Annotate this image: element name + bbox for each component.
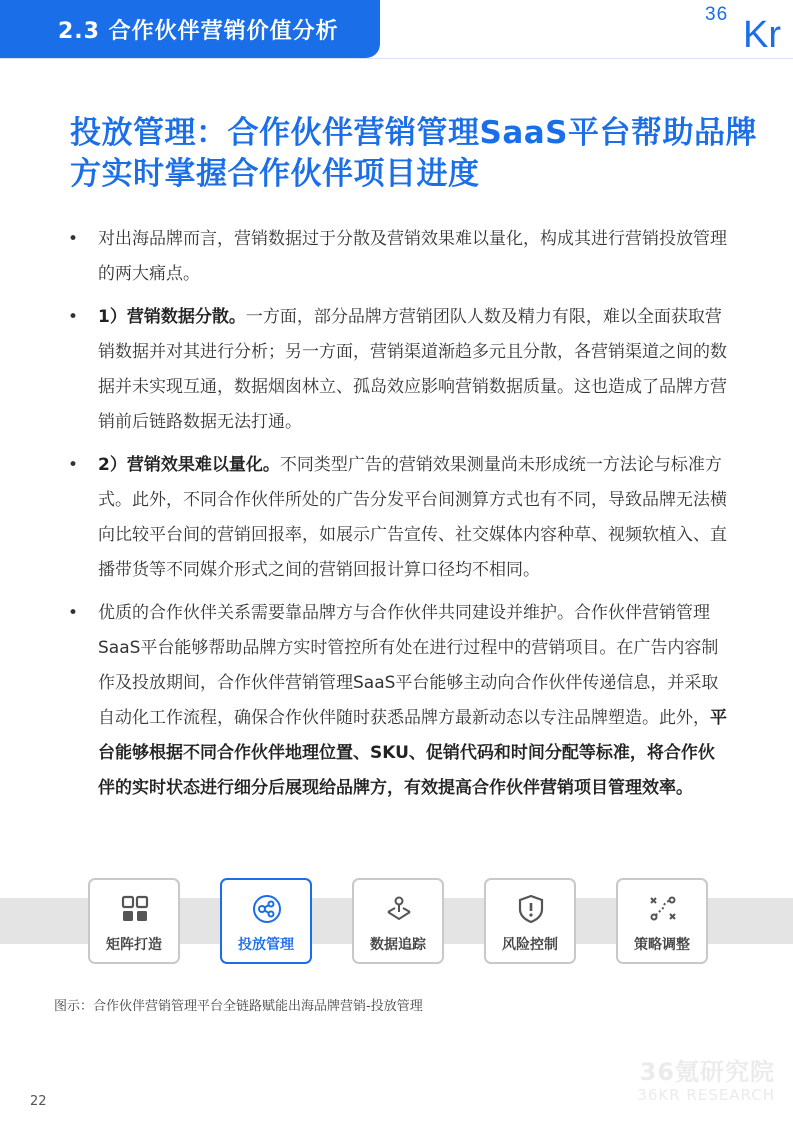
strategy-path-icon bbox=[648, 894, 678, 924]
bullet-text: 优质的合作伙伴关系需要靠品牌方与合作伙伴共同建设并维护。合作伙伴营销管理SaaS平台能够帮助品牌方实时管控所有处在进行过程中的营销项目。在广告内容制作及投放期间，合作伙伴营销管理SaaS平台能够主动向合作伙伴传递信息，并采取自动化工作流程，确保合作伙伴随时获悉品牌方最新动态以专注品牌塑造。此外， bbox=[98, 603, 719, 728]
bullet-item bbox=[66, 222, 731, 292]
shield-alert-icon bbox=[516, 894, 546, 924]
bullet-dot-icon: • bbox=[67, 229, 79, 249]
step-card-risk bbox=[484, 878, 576, 964]
bullet-bold-tail: 平台能够根据不同合作伙伴地理位置、SKU、促销代码和时间分配等标准，将合作伙伴的实时状态进行细分后展现给品牌方，有效提高合作伙伴营销项目管理效率。 bbox=[98, 708, 727, 798]
bullet-item bbox=[66, 596, 731, 806]
header-divider bbox=[0, 58, 793, 59]
step-card-matrix bbox=[88, 878, 180, 964]
watermark bbox=[637, 1058, 775, 1104]
step-card-delivery bbox=[220, 878, 312, 964]
watermark-en: 36KR RESEARCH bbox=[637, 1086, 775, 1104]
bullet-dot-icon: • bbox=[67, 455, 79, 475]
step-card-tracking bbox=[352, 878, 444, 964]
section-header-tab bbox=[0, 0, 380, 58]
bullet-text: 不同类型广告的营销效果测量尚未形成统一方法论与标准方式。此外，不同合作伙伴所处的广告分发平台间测算方式也有不同，导致品牌无法横向比较平台间的营销回报率，如展示广告宣传、社交媒体内容种草、视频软植入、直播带货等不同媒介形式之间的营销回报计算口径均不相同。 bbox=[98, 455, 727, 580]
bullet-dot-icon: • bbox=[67, 307, 79, 327]
step-label: 投放管理 bbox=[238, 937, 294, 953]
step-card-strategy bbox=[616, 878, 708, 964]
bullet-item bbox=[66, 448, 731, 588]
page-number: 22 bbox=[30, 1094, 47, 1109]
36kr-logo bbox=[703, 0, 793, 58]
logo-letters: Kr bbox=[743, 14, 781, 56]
section-title: 2.3 合作伙伴营销价值分析 bbox=[58, 19, 339, 44]
process-steps bbox=[88, 878, 708, 966]
bullet-text: 对出海品牌而言，营销数据过于分散及营销效果难以量化，构成其进行营销投放管理的两大痛点。 bbox=[98, 229, 727, 284]
page-title: 投放管理：合作伙伴营销管理SaaS平台帮助品牌方实时掌握合作伙伴项目进度 bbox=[70, 115, 757, 192]
bullet-bold-lead: 2）营销效果难以量化。 bbox=[98, 455, 280, 475]
bullet-item bbox=[66, 300, 731, 440]
bullet-list bbox=[66, 222, 731, 814]
pin-map-icon bbox=[384, 894, 414, 924]
step-label: 矩阵打造 bbox=[106, 937, 162, 953]
logo-number: 36 bbox=[705, 4, 729, 25]
watermark-cn: 36氪研究院 bbox=[639, 1058, 775, 1086]
figure-caption: 图示：合作伙伴营销管理平台全链路赋能出海品牌营销-投放管理 bbox=[54, 999, 423, 1014]
bullet-bold-lead: 1）营销数据分散。 bbox=[98, 307, 246, 327]
grid-icon bbox=[120, 894, 150, 924]
bullet-dot-icon: • bbox=[67, 603, 79, 623]
step-label: 数据追踪 bbox=[370, 937, 426, 953]
step-label: 风险控制 bbox=[502, 937, 558, 953]
step-label: 策略调整 bbox=[634, 937, 690, 953]
network-icon bbox=[252, 894, 282, 924]
bullet-text: 一方面，部分品牌方营销团队人数及精力有限，难以全面获取营销数据并对其进行分析；另一方面，营销渠道渐趋多元且分散，各营销渠道之间的数据并未实现互通，数据烟囱林立、孤岛效应影响营销数据质量。这也造成了品牌方营销前后链路数据无法打通。 bbox=[98, 307, 727, 432]
